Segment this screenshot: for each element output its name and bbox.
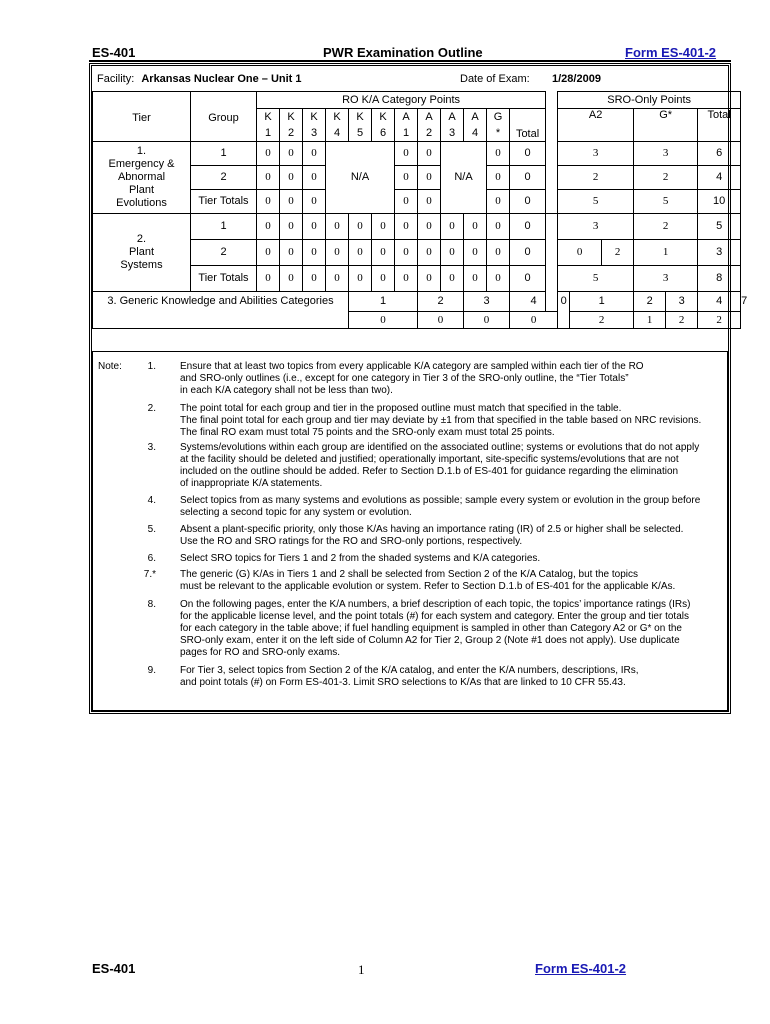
total-cell: 0	[558, 292, 570, 329]
col-a2: A2	[558, 109, 634, 142]
spacer	[546, 92, 558, 214]
cell: 0	[280, 190, 303, 214]
total-cell: 0	[510, 190, 546, 214]
sro-gen-val: 2	[666, 312, 698, 329]
note-number: 8.	[147, 599, 156, 610]
na-cell: N/A	[326, 142, 395, 214]
note-line: Select SRO topics for Tiers 1 and 2 from the shaded systems and K/A categories.	[180, 553, 541, 564]
ka-col: A	[418, 109, 441, 126]
sro-a2-cell: 3	[558, 142, 634, 166]
facility-label: Facility:	[97, 73, 135, 85]
total-cell: 0	[510, 214, 546, 240]
gen-cat: 1	[349, 292, 418, 312]
ka-col: K	[303, 109, 326, 126]
gen-val: 0	[349, 312, 418, 329]
tier2-name	[93, 214, 191, 292]
note-text	[180, 495, 720, 519]
cell: 0	[303, 166, 326, 190]
sro-a2-cell: 3	[558, 214, 634, 240]
cell: 0	[487, 142, 510, 166]
cell: 0	[303, 266, 326, 292]
note-number: 5.	[147, 524, 156, 535]
ro-header: RO K/A Category Points	[257, 92, 546, 109]
tier-line: Evolutions	[116, 197, 167, 209]
cell: 0	[257, 166, 280, 190]
cell: 0	[395, 142, 418, 166]
cell: 0	[464, 240, 487, 266]
sro-total-cell: 6	[698, 142, 741, 166]
cell: 0	[280, 266, 303, 292]
cell: 0	[395, 166, 418, 190]
ka-col: K	[280, 109, 303, 126]
note-line: For Tier 3, select topics from Section 2 of the K/A catalog, and enter the K/A numbers, descriptions, IRs,	[180, 665, 639, 676]
cell: 0	[326, 266, 349, 292]
total-cell: 0	[510, 240, 546, 266]
page-number: 1	[358, 962, 365, 977]
gen-val: 0	[464, 312, 510, 329]
cell: 0	[349, 266, 372, 292]
tier-line: Emergency &	[108, 158, 175, 170]
cell: 0	[349, 240, 372, 266]
note-line: at the facility should be deleted and justified; operationally important, site-specific systems/evolutions that are not	[180, 454, 679, 465]
cell: 0	[280, 240, 303, 266]
note-number: 7.*	[143, 569, 156, 580]
cell: 0	[487, 190, 510, 214]
col-g: G*	[634, 109, 698, 142]
sro-g-cell: 3	[634, 142, 698, 166]
tier1-name	[93, 142, 191, 214]
header-rule	[89, 60, 731, 62]
cell: 0	[257, 142, 280, 166]
na-cell: N/A	[441, 142, 487, 214]
group-cell: Tier Totals	[191, 266, 257, 292]
cell: 0	[487, 214, 510, 240]
ka-col-num: 6	[372, 125, 395, 142]
note-line: The final RO exam must total 75 points and the SRO-only exam must total 25 points.	[180, 427, 555, 438]
note-line: Systems/evolutions within each group are identified on the associated outline; systems or evolutions that do not apply	[180, 442, 700, 453]
ka-col-num: 3	[303, 125, 326, 142]
form-link[interactable]: Form ES-401-2	[625, 45, 717, 60]
sro-g-cell: 3	[634, 266, 698, 292]
cell: 0	[418, 190, 441, 214]
ka-col-num: 1	[395, 125, 418, 142]
cell: 0	[257, 214, 280, 240]
total-cell: 0	[510, 166, 546, 190]
cell: 0	[441, 240, 464, 266]
note-text	[180, 599, 720, 659]
note-text	[180, 553, 720, 565]
cell: 0	[372, 240, 395, 266]
cell: 0	[441, 214, 464, 240]
cell: 0	[303, 190, 326, 214]
ka-col-num: 4	[464, 125, 487, 142]
cell: 0	[326, 240, 349, 266]
ka-col-num: 2	[280, 125, 303, 142]
note-number: 1.	[147, 361, 156, 372]
sro-total-cell: 10	[698, 190, 741, 214]
note-line: and point totals (#) on Form ES-401-3. Limit SRO selections to K/As that are linked to 10 CFR 55.43.	[180, 677, 626, 688]
total-cell: 0	[510, 266, 546, 292]
note-line: included on the outline should be added. Refer to Section D.1.b of ES-401 for guidance regarding the elimination	[180, 466, 679, 477]
cell: 0	[257, 266, 280, 292]
sro-g-cell: 1	[634, 240, 698, 266]
cell: 0	[349, 214, 372, 240]
cell: 0	[487, 166, 510, 190]
notes-label: Note:	[98, 361, 122, 372]
cell: 0	[418, 166, 441, 190]
cell: 0	[257, 240, 280, 266]
sro-a2-cell: 2	[558, 166, 634, 190]
note-text	[180, 665, 720, 689]
group-cell: 1	[191, 142, 257, 166]
note-line: must be relevant to the applicable evolution or system. Refer to Section D.1.b of ES-401 for the applicable K/As.	[180, 581, 676, 592]
exam-date: 1/28/2009	[552, 73, 601, 85]
sro-gen-cat: 4	[698, 292, 741, 312]
note-text	[180, 442, 720, 490]
cell: 0	[326, 214, 349, 240]
total-cell: 0	[510, 142, 546, 166]
ka-col: K	[326, 109, 349, 126]
sro-a2-cell: 5	[558, 266, 634, 292]
sro-header: SRO-Only Points	[558, 92, 741, 109]
note-line: Absent a plant-specific priority, only those K/As having an importance rating (IR) of 2.5 or higher shall be selected.	[180, 524, 684, 535]
points-table: Tier Group RO K/A Category Points SRO-Only Points K K K K K K A A A A G Total A2 G* Total 1 2 3 4 5 6 1 2 3 4 * 1. Emergency & Abnormal Plant Evolutions 1 0 0 0 N/A 0 0 N/A 0 0 3 3 6 2 0 0 0 0 0 0 0 2 2 4 Tier Totals 0 0 0 0 0 0 0 5 5 10 2. Plant Systems 1 0 0 0 0 0 0 0 0 0 0 0 0 3 2 5 2 0 0 0 0 0 0 0 0 0 0 0 0 0 2 1 3 Tier Totals 0 0 0 0 0 0 0 0 0 0 0 0 5 3 8 3. Generic Knowledge and Abilities Categories 1 2 3 4 0 1 2 3 4 7 0 0 0 0 2 1 2 2	[92, 91, 741, 329]
sro-total-cell: 8	[698, 266, 741, 292]
note-line: and SRO-only outlines (i.e., except for one category in Tier 3 of the SRO-only outline, the “Tier Totals”	[180, 373, 629, 384]
cell: 0	[395, 190, 418, 214]
sro-g-cell: 2	[634, 214, 698, 240]
sro-gen-val: 2	[570, 312, 634, 329]
col-total: Total	[510, 109, 546, 142]
cell: 0	[280, 214, 303, 240]
tier-line: 2.	[136, 233, 147, 245]
gen-cat: 2	[418, 292, 464, 312]
note-line: of inappropriate K/A statements.	[180, 478, 323, 489]
sro-gen-val: 1	[634, 312, 666, 329]
sro-total-cell: 5	[698, 214, 741, 240]
cell: 0	[464, 266, 487, 292]
page-title: PWR Examination Outline	[323, 45, 483, 60]
tier-line: Abnormal	[117, 171, 166, 183]
group-cell: 2	[191, 240, 257, 266]
ka-col-num: 4	[326, 125, 349, 142]
tier-line: 1.	[136, 145, 147, 157]
cell: 0	[395, 266, 418, 292]
ka-col-num: 5	[349, 125, 372, 142]
footer-form-link[interactable]: Form ES-401-2	[535, 961, 627, 976]
col-group: Group	[191, 92, 257, 142]
note-line: for the applicable license level, and the point totals (#) for each system and category. Enter the group and tier totals	[180, 611, 689, 622]
note-line: for each category in the table above; if fuel handling equipment is sampled in other than Category A2 or G* on the	[180, 623, 682, 634]
note-text	[180, 361, 720, 397]
cell: 0	[303, 142, 326, 166]
facility-name: Arkansas Nuclear One – Unit 1	[141, 73, 302, 85]
cell: 0	[418, 240, 441, 266]
cell: 0	[372, 266, 395, 292]
note-line: Use the RO and SRO ratings for the RO and SRO-only portions, respectively.	[180, 536, 523, 547]
gen-val: 0	[510, 312, 558, 329]
ka-col: A	[441, 109, 464, 126]
note-line: Ensure that at least two topics from every applicable K/A category are sampled within each tier of the RO	[180, 361, 644, 372]
ka-col: A	[464, 109, 487, 126]
note-text	[180, 403, 720, 439]
note-number: 3.	[147, 442, 156, 453]
cell: 0	[418, 142, 441, 166]
ka-col-num: 2	[418, 125, 441, 142]
ka-col: A	[395, 109, 418, 126]
ka-col: K	[349, 109, 372, 126]
sro-g-cell: 2	[634, 166, 698, 190]
note-line: The final point total for each group and tier may deviate by ±1 from that specified in the table based on NRC revisions.	[180, 415, 702, 426]
note-text	[180, 524, 720, 548]
gen-val: 0	[418, 312, 464, 329]
date-label: Date of Exam:	[460, 73, 530, 85]
cell: 0	[303, 214, 326, 240]
cell: 0	[257, 190, 280, 214]
header-form-id: ES-401	[92, 45, 136, 60]
sro-g-cell: 5	[634, 190, 698, 214]
cell: 0	[280, 166, 303, 190]
sro-total-cell: 3	[698, 240, 741, 266]
note-line: The point total for each group and tier in the proposed outline must match that specified in the table.	[180, 403, 622, 414]
cell: 0	[487, 240, 510, 266]
gen-cat: 4	[510, 292, 558, 312]
ka-col: K	[257, 109, 280, 126]
group-cell: 1	[191, 214, 257, 240]
ka-col-num: 1	[257, 125, 280, 142]
group-cell: Tier Totals	[191, 190, 257, 214]
tier-line: Systems	[120, 259, 163, 271]
note-number: 2.	[147, 403, 156, 414]
note-number: 9.	[147, 665, 156, 676]
sro-a2-cell: 2	[602, 240, 634, 266]
ka-col-num: *	[487, 125, 510, 142]
sro-total-cell: 4	[698, 166, 741, 190]
cell: 0	[395, 240, 418, 266]
sro-gen-cat: 3	[666, 292, 698, 312]
cell: 0	[395, 214, 418, 240]
cell: 0	[464, 214, 487, 240]
tier3-name: 3. Generic Knowledge and Abilities Categories	[93, 292, 349, 329]
note-line: selecting a second topic for any system or evolution.	[180, 507, 412, 518]
sro-a2-cell: 5	[558, 190, 634, 214]
note-line: in each K/A category shall not be less than two).	[180, 385, 393, 396]
note-line: On the following pages, enter the K/A numbers, a brief description of each topic, the topics’ importance ratings (IRs)	[180, 599, 691, 610]
cell: 0	[418, 266, 441, 292]
note-text	[180, 569, 720, 593]
ka-col: G	[487, 109, 510, 126]
sro-gen-cat: 1	[570, 292, 634, 312]
col-tier: Tier	[93, 92, 191, 142]
note-number: 4.	[147, 495, 156, 506]
footer-form-id: ES-401	[92, 961, 136, 976]
cell: 0	[280, 142, 303, 166]
sro-gen-cat: 2	[634, 292, 666, 312]
group-cell: 2	[191, 166, 257, 190]
gen-cat: 3	[464, 292, 510, 312]
cell: 0	[418, 214, 441, 240]
sro-a2-left-cell: 0	[558, 240, 602, 266]
note-line: SRO-only exam, enter it on the left side of Column A2 for Tier 2, Group 2 (Note #1 does not apply). Use duplicate	[180, 635, 680, 646]
cell: 0	[487, 266, 510, 292]
col-sro-total: Total	[698, 109, 741, 142]
note-number: 6.	[147, 553, 156, 564]
ka-col: K	[372, 109, 395, 126]
cell: 0	[372, 214, 395, 240]
sro-gen-val: 2	[698, 312, 741, 329]
ka-col-num: 3	[441, 125, 464, 142]
cell: 0	[303, 240, 326, 266]
facility-row	[97, 73, 302, 85]
note-line: pages for RO and SRO-only exams.	[180, 647, 341, 658]
tier-line: Plant	[128, 246, 155, 258]
cell: 0	[441, 266, 464, 292]
tier-line: Plant	[128, 184, 155, 196]
note-line: The generic (G) K/As in Tiers 1 and 2 shall be selected from Section 2 of the K/A Catalog, but the topics	[180, 569, 639, 580]
note-line: Select topics from as many systems and evolutions as possible; sample every system or evolution in the group before	[180, 495, 701, 506]
